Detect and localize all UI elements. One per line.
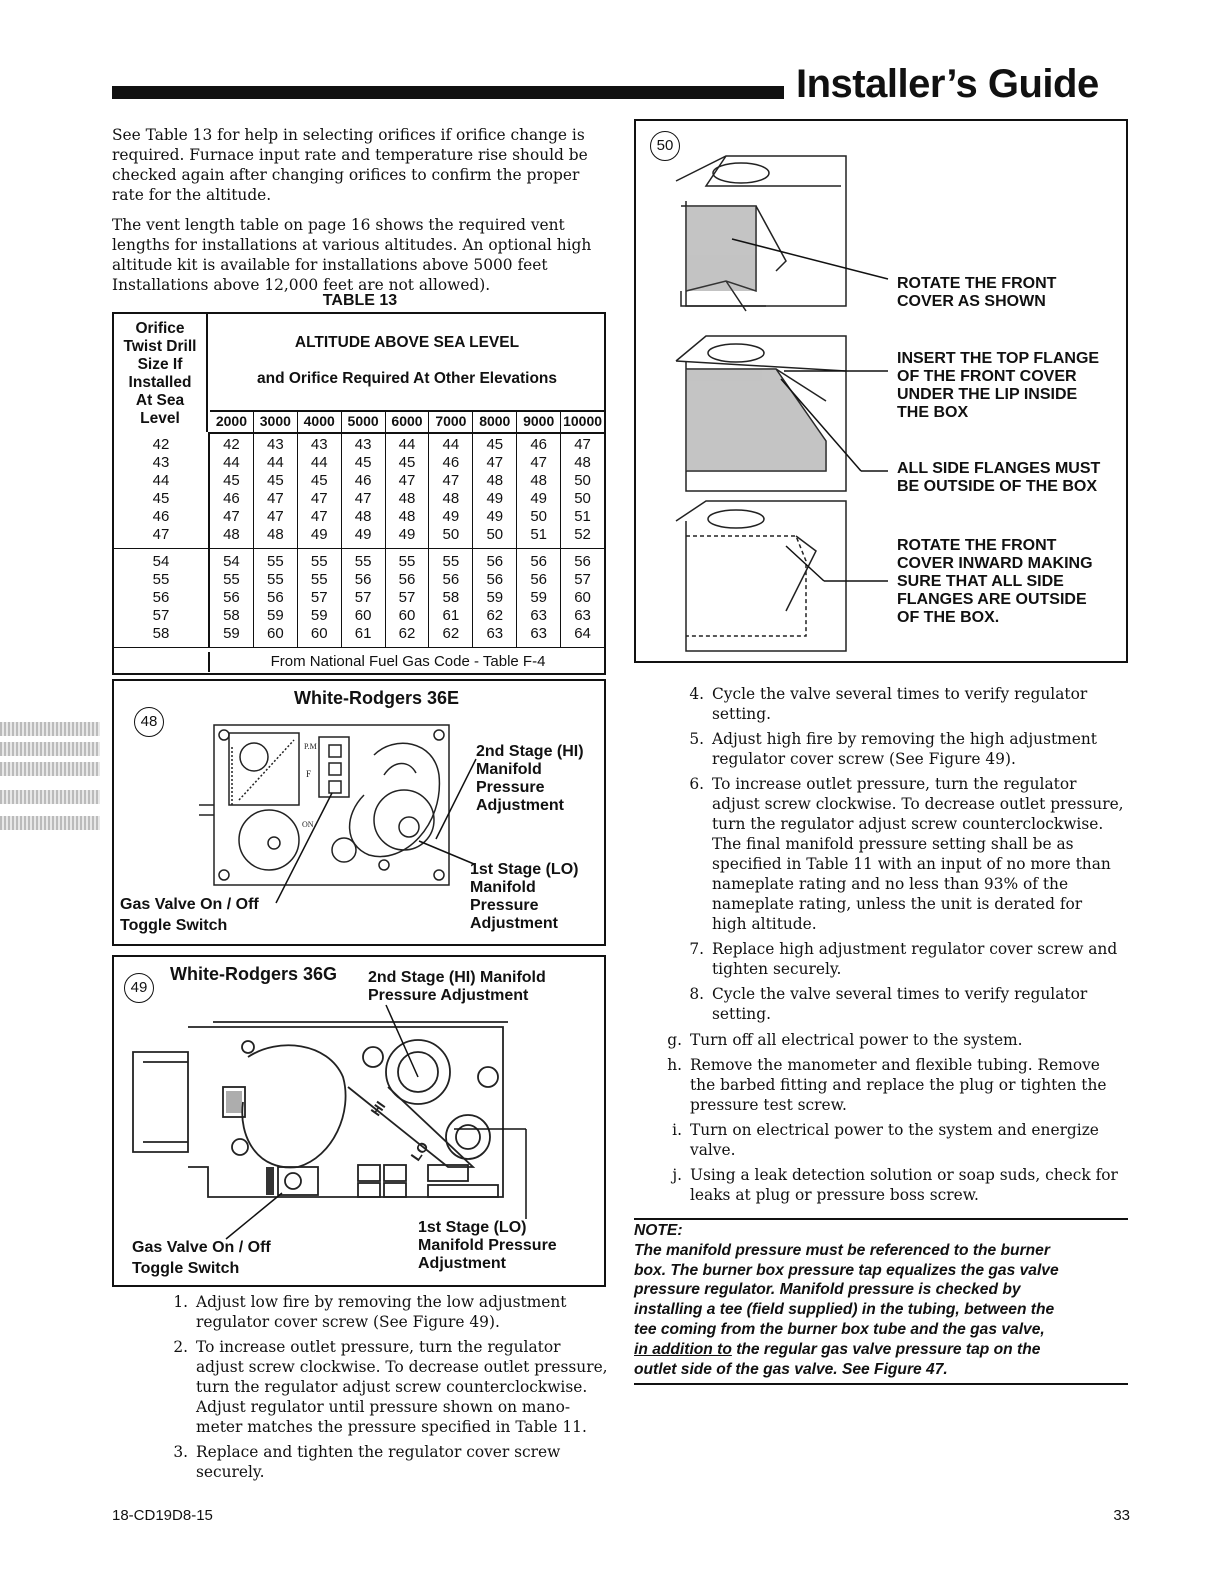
table-cell: 50 [442,526,460,543]
label-line: Gas Valve On / Off [132,1239,271,1256]
table-cell: 49 [486,508,504,525]
list-item-text [196,1337,608,1437]
table-cell: 52 [574,526,591,543]
list-item-line: To increase outlet pressure, turn the regulator [196,1338,561,1356]
label-line: Adjustment [418,1255,506,1272]
table-cell: 44 [398,436,416,453]
table-cell: 60 [354,607,372,624]
table-cell: 55 [398,553,416,570]
table-row-group [114,432,604,549]
altitude-column [385,432,429,548]
table-cell: 56 [398,571,416,588]
svg-text:ON: ON [302,820,314,829]
side-tab [0,742,100,756]
table-cell: 48 [398,508,416,525]
table-cell: 45 [152,490,170,507]
note-line: outlet side of the gas valve. See Figure 47. [634,1360,948,1378]
table-cell: 44 [223,454,240,471]
altitude-column [253,432,297,548]
note-line [634,1340,1128,1360]
list-item-number: 4. [689,685,704,703]
note-rule [634,1383,1128,1385]
altitude-column [472,549,516,647]
list-item-text [712,774,1124,934]
label-line: BE OUTSIDE OF THE BOX [897,478,1098,495]
page-number: 33 [1113,1507,1130,1524]
table-cell: 62 [398,625,416,642]
table-cell: 59 [310,607,328,624]
table-cell: 43 [354,436,372,453]
label-line: Pressure Adjustment [368,987,529,1004]
table-cell: 46 [223,490,240,507]
table-cell: 47 [223,508,240,525]
list-item-number: 3. [173,1443,188,1461]
table-cell: 60 [574,589,591,606]
left-header-line: Twist Drill [123,338,197,355]
table-cell: 49 [530,490,548,507]
table-cell: 58 [152,625,170,642]
table-cell: 43 [152,454,170,471]
note-line: box. The burner box pressure tap equalizes the gas valve [634,1261,1059,1279]
list-item-number: 1. [173,1293,188,1311]
table-cell: 45 [398,454,416,471]
note-heading: NOTE: [634,1222,683,1239]
list-item-line: securely. [196,1463,265,1481]
altitude-column-header: 4000 [297,412,341,432]
table-source: From National Fuel Gas Code - Table F-4 [208,652,606,672]
altitude-column-header: 3000 [253,412,297,432]
altitude-header [210,314,604,412]
left-header-line: Level [140,410,180,427]
altitude-column [297,549,341,647]
table-left-header [114,314,208,432]
table-cell: 54 [223,553,240,570]
list-item-line: pressure test screw. [690,1096,847,1114]
intro-text [112,125,608,305]
svg-text:P.M: P.M [304,742,317,751]
altitude-column [560,432,604,548]
altitude-column [210,549,253,647]
label-line: 1st Stage (LO) [470,861,579,878]
list-item-number: 5. [689,730,704,748]
altitude-column [516,432,560,548]
label-line: Manifold [470,879,536,896]
table-cell: 59 [223,625,240,642]
list-item-line: Using a leak detection solution or soap suds, check for [690,1166,1118,1184]
list-item-line: Adjust high fire by removing the high adjustment [712,730,1097,748]
list-item-line: Adjust regulator until pressure shown on mano- [196,1398,571,1416]
table-cell: 48 [574,454,591,471]
table-cell: 47 [266,508,284,525]
altitude-column [560,549,604,647]
table-cell: 56 [574,553,591,570]
hi-stage-label [476,743,584,815]
table-cell: 56 [486,553,504,570]
table-cell: 44 [442,436,460,453]
left-header-line: At Sea [135,392,185,409]
table-cell: 47 [530,454,548,471]
label-line: Toggle Switch [120,917,228,934]
figure-title: White-Rodgers 36E [294,688,460,708]
sea-level-column [114,549,210,647]
list-item-number: 6. [689,775,704,793]
label-line: UNDER THE LIP INSIDE [897,386,1078,403]
altitude-column [428,549,472,647]
altitude-column [253,549,297,647]
list-item-line: Replace high adjustment regulator cover screw and [712,940,1118,958]
list-item-line: Cycle the valve several times to verify regulator [712,985,1088,1003]
table-cell: 59 [530,589,548,606]
table-cell: 47 [354,490,372,507]
label-line: Pressure [470,897,539,914]
table-cell: 51 [574,508,591,525]
figure-50 [634,119,1128,663]
intro-paragraph-2: The vent length table on page 16 shows the required vent lengths for installations at various altitudes. An optional high altitude kit is available for installations above 5000 feet Installations above 12,000 feet are not allowed). [112,216,592,294]
list-item-line: specified in Table 11 with an input of no more than [712,855,1111,873]
list-item-line: Cycle the valve several times to verify regulator [712,685,1088,703]
note-line: tee coming from the burner box tube and the gas valve, [634,1320,1045,1338]
table-cell: 48 [354,508,372,525]
note-line: The manifold pressure must be referenced to the burner [634,1241,1050,1259]
list-item-text [712,939,1117,979]
figure-title: White-Rodgers 36G [170,964,338,984]
label-line: ROTATE THE FRONT [897,537,1057,554]
altitude-header-line2: and Orifice Required At Other Elevations [256,370,558,387]
table-cell: 50 [530,508,548,525]
list-item-text [712,684,1087,724]
list-item-line: Remove the manometer and flexible tubing. Remove [690,1056,1100,1074]
list-item-text [712,984,1087,1024]
toggle-switch-label [132,1237,271,1279]
list-item-text [690,1055,1107,1115]
table-cell: 47 [266,490,284,507]
list-item-line: tighten securely. [712,960,842,978]
table-cell: 44 [266,454,284,471]
table-cell: 56 [354,571,372,588]
table-cell: 57 [354,589,372,606]
table-cell: 56 [530,553,548,570]
list-item-line: regulator cover screw (See Figure 49). [196,1313,500,1331]
table-cell: 55 [310,553,328,570]
table-cell: 48 [223,526,240,543]
label-line: SURE THAT ALL SIDE [897,573,1064,590]
table-cell: 62 [486,607,504,624]
table-cell: 47 [310,490,328,507]
table-cell: 55 [152,571,170,588]
table-cell: 56 [486,571,504,588]
list-item-number: g. [667,1031,682,1049]
fig50-label-1 [897,275,1056,311]
table-cell: 63 [530,625,548,642]
altitude-column-headers [210,410,604,434]
list-item-number: h. [667,1056,682,1074]
list-item-number: 7. [689,940,704,958]
table-cell: 63 [486,625,504,642]
note-line: installing a tee (field supplied) in the tubing, between the [634,1301,1055,1319]
label-line: Gas Valve On / Off [120,896,259,913]
list-item-line: Turn on electrical power to the system and energize [690,1121,1099,1139]
list-item-line: high altitude. [712,915,817,933]
table-cell: 47 [442,472,460,489]
figure-number: 50 [650,131,680,161]
note-block [634,1221,1128,1379]
fig50-label-3 [897,460,1100,496]
fig50-label-2 [897,350,1099,422]
table-cell: 44 [310,454,328,471]
table-cell: 59 [266,607,284,624]
left-header-line: Orifice [135,320,185,337]
table-cell: 47 [574,436,591,453]
figure-number: 49 [124,973,154,1003]
list-item-line: Replace and tighten the regulator cover screw [196,1443,561,1461]
table-cell: 55 [310,571,328,588]
label-line: ROTATE THE FRONT [897,275,1057,292]
table-cell: 43 [310,436,328,453]
lo-stage-label [418,1219,557,1273]
table-row-group [114,549,604,648]
table-cell: 49 [398,526,416,543]
table-cell: 57 [310,589,328,606]
list-item-line: nameplate rating and no less than 93% of the [712,875,1069,893]
table-cell: 56 [442,571,460,588]
lo-stage-label [470,861,578,933]
table-cell: 55 [354,553,372,570]
altitude-column [210,432,253,548]
table-cell: 47 [152,526,170,543]
table-cell: 46 [152,508,170,525]
table-cell: 50 [574,490,591,507]
altitude-column [516,549,560,647]
list-item-line: turn the regulator adjust screw counterclockwise. [712,815,1104,833]
list-item-line: Turn off all electrical power to the system. [690,1031,1023,1049]
table-cell: 44 [152,472,170,489]
figure-48 [112,679,606,946]
orifice-table [112,312,606,675]
label-line: 2nd Stage (HI) [476,743,584,760]
table-cell: 45 [223,472,240,489]
side-tab [0,762,100,776]
list-item-number: 8. [689,985,704,1003]
list-item-text [196,1442,560,1482]
label-line: OF THE FRONT COVER [897,368,1077,385]
table-cell: 55 [223,571,240,588]
label-line: FLANGES ARE OUTSIDE [897,591,1087,608]
altitude-column [428,432,472,548]
svg-text:HI: HI [367,1098,389,1119]
table-cell: 56 [266,589,284,606]
table-cell: 43 [266,436,284,453]
table-cell: 42 [152,436,170,453]
label-line: Pressure [476,779,545,796]
table-cell: 49 [486,490,504,507]
table-cell: 42 [223,436,240,453]
altitude-column-header: 8000 [472,412,516,432]
list-item-line: setting. [712,705,771,723]
table-cell: 51 [530,526,548,543]
list-item-line: The final manifold pressure setting shall be as [712,835,1074,853]
table-cell: 57 [574,571,591,588]
svg-text:F: F [306,769,312,779]
table-cell: 60 [310,625,328,642]
table-cell: 60 [398,607,416,624]
list-item-number: j. [672,1166,682,1184]
table-cell: 55 [266,553,284,570]
table-cell: 59 [486,589,504,606]
label-line: COVER AS SHOWN [897,293,1046,310]
label-line: 1st Stage (LO) [418,1219,527,1236]
note-line-rest: the regular gas valve pressure tap on the [731,1340,1041,1358]
list-item-number: 2. [173,1338,188,1356]
fig50-label-4 [897,537,1093,627]
label-line: ALL SIDE FLANGES MUST [897,460,1101,477]
table-cell: 50 [574,472,591,489]
table-cell: 47 [310,508,328,525]
side-tab [0,816,100,830]
note-line: pressure regulator. Manifold pressure is checked by [634,1281,1021,1299]
intro-paragraph-1: See Table 13 for help in selecting orifices if orifice change is required. Furnace input rate and temperature rise should be checked again after changing orifices to confirm the proper rate for the altitude. [112,126,588,204]
figure-number: 48 [134,707,164,737]
altitude-column-header: 9000 [516,412,560,432]
table-cell: 63 [530,607,548,624]
table-cell: 57 [152,607,170,624]
table-cell: 47 [398,472,416,489]
list-item-text [690,1120,1099,1160]
list-item-line: turn the regulator adjust screw counterclockwise. [196,1378,588,1396]
altitude-column [297,432,341,548]
table-cell: 54 [152,553,170,570]
side-tab [0,790,100,804]
list-item-line: meter matches the pressure specified in Table 11. [196,1418,587,1436]
left-header-line: Installed [128,374,192,391]
note-rule [634,1218,1128,1220]
altitude-column-header: 5000 [341,412,385,432]
table-cell: 45 [486,436,504,453]
label-line: INSERT THE TOP FLANGE [897,350,1100,367]
table-cell: 61 [354,625,372,642]
table-cell: 56 [152,589,170,606]
list-item-text [690,1165,1118,1205]
table-cell: 55 [266,571,284,588]
table-cell: 48 [530,472,548,489]
list-item-line: leaks at plug or pressure boss screw. [690,1186,979,1204]
toggle-switch-label [120,894,259,936]
list-item-line: the barbed fitting and replace the plug or tighten the [690,1076,1107,1094]
label-line: Manifold [476,761,542,778]
list-item-line: Adjust low fire by removing the low adjustment [196,1293,567,1311]
page-title: Installer’s Guide [796,62,1099,106]
sea-level-column [114,432,210,548]
table-cell: 56 [530,571,548,588]
altitude-column-header: 7000 [428,412,472,432]
side-tab [0,722,100,736]
table-cell: 48 [486,472,504,489]
altitude-header-line1: ALTITUDE ABOVE SEA LEVEL [294,334,520,351]
list-item-line: setting. [712,1005,771,1023]
altitude-column-header: 6000 [385,412,429,432]
list-item-text [712,729,1097,769]
table-cell: 50 [486,526,504,543]
note-underlined: in addition to [634,1340,732,1358]
table-cell: 58 [442,589,460,606]
table-cell: 48 [398,490,416,507]
table-caption: TABLE 13 [322,292,398,309]
list-item-line: regulator cover screw (See Figure 49). [712,750,1016,768]
list-item-line: nameplate rating, unless the unit is derated for [712,895,1083,913]
altitude-column [385,549,429,647]
table-cell: 45 [266,472,284,489]
label-line: Manifold Pressure [418,1237,557,1254]
list-item-line: adjust screw clockwise. To decrease outlet pressure, [712,795,1124,813]
altitude-column [472,432,516,548]
list-item-number: i. [672,1121,682,1139]
table-body [114,432,604,648]
label-line: Toggle Switch [132,1260,240,1277]
label-line: 2nd Stage (HI) Manifold [368,969,546,986]
table-cell: 46 [530,436,548,453]
table-cell: 56 [223,589,240,606]
table-cell: 63 [574,607,591,624]
table-cell: 62 [442,625,460,642]
altitude-column [341,432,385,548]
table-cell: 49 [310,526,328,543]
label-line: COVER INWARD MAKING [897,555,1093,572]
header-rule [112,86,784,99]
table-cell: 45 [310,472,328,489]
table-cell: 48 [266,526,284,543]
table-cell: 58 [223,607,240,624]
left-header-line: Size If [137,356,183,373]
altitude-column [341,549,385,647]
list-item-text [196,1292,567,1332]
list-item-text [690,1030,1023,1050]
table-cell: 46 [354,472,372,489]
list-item-line: To increase outlet pressure, turn the regulator [712,775,1077,793]
altitude-column-header: 10000 [560,412,604,432]
list-item-line: adjust screw clockwise. To decrease outlet pressure, [196,1358,608,1376]
table-cell: 61 [442,607,460,624]
table-cell: 55 [442,553,460,570]
svg-text:LO: LO [407,1138,432,1164]
table-cell: 60 [266,625,284,642]
label-line: Adjustment [476,797,564,814]
list-item-line: valve. [690,1141,736,1159]
table-cell: 47 [486,454,504,471]
label-line: Adjustment [470,915,558,932]
table-cell: 64 [574,625,591,642]
label-line: THE BOX [897,404,969,421]
altitude-column-header: 2000 [215,413,248,429]
table-cell: 46 [442,454,460,471]
figure-49 [112,955,606,1287]
document-number: 18-CD19D8-15 [112,1507,213,1524]
table-cell: 49 [354,526,372,543]
table-cell: 57 [398,589,416,606]
label-line: OF THE BOX. [897,609,1000,626]
table-cell: 45 [354,454,372,471]
table-cell: 49 [442,508,460,525]
table-cell: 48 [442,490,460,507]
